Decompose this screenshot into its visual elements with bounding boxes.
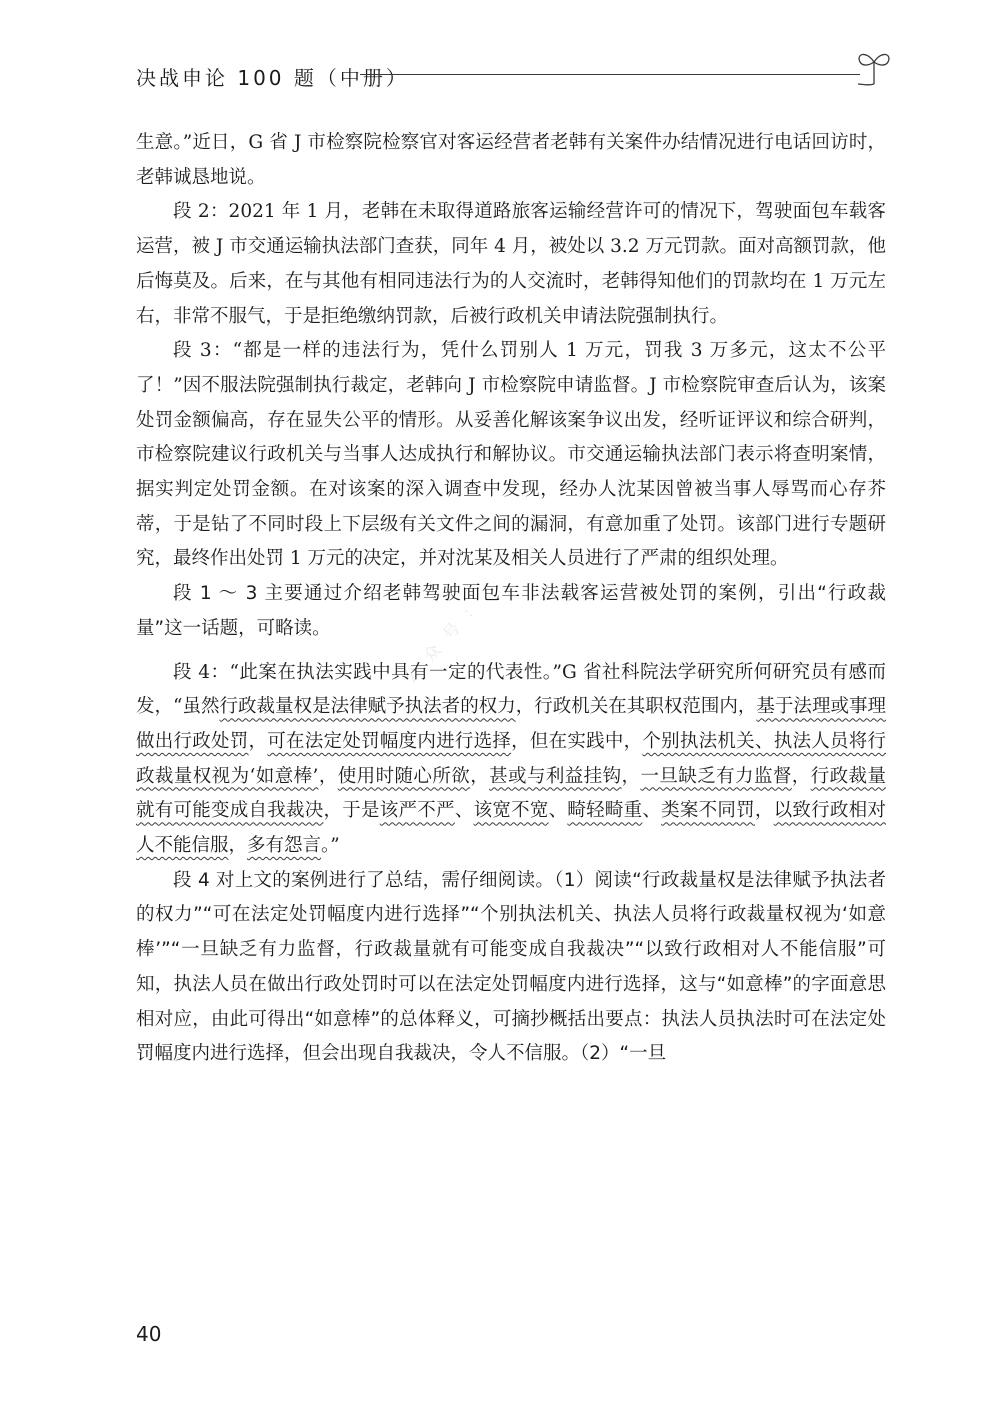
p4-text: 段 4：“此案在执法实践中具有一定的代表性。”G 省社科院法学研究所何研究员有感而发，“虽然 [136, 661, 886, 718]
p4-underlined: 多有怨言 [247, 835, 322, 857]
book-title: 决战申论 100 题（中册） [136, 66, 409, 90]
p4-text: ， [248, 730, 268, 752]
p4-text: ， [621, 765, 641, 787]
p4-underlined: 行政裁量权是法律赋予执法者的权力 [219, 696, 516, 718]
p4-underlined: 一旦缺乏有力监督 [640, 765, 792, 787]
p4-underlined: 以致行政相对人不能信服 [136, 800, 886, 857]
header-rule [360, 74, 860, 75]
analysis-note-2: 段 4 对上文的案例进行了总结，需仔细阅读。（1）阅读“行政裁量权是法律赋予执法者的权力”“可在法定处罚幅度内进行选择”“个别执法机关、执法人员将行政裁量权视为‘如意棒’”“一旦缺乏有力监督，行政裁量就有可能变成自我裁决”“以致行政相对人不能信服”可知，执法人员在做出行政处罚时可以在法定处罚幅度内进行选择，这与“如意棒”的字面意思相对应，由此可得出“如意棒”的总体释义，可摘抄概括出要点：执法人员执法时可在法定处罚幅度内进行选择，但会出现自我裁决，令人不信服。（2）“一旦 [136, 869, 886, 1065]
p4-underlined: 畸轻畸重 [567, 800, 643, 822]
running-header [136, 54, 896, 96]
p4-text: 、 [548, 800, 568, 822]
p4-text: ，行政机关在其职权范围内， [515, 696, 757, 718]
p4-underlined: 类案不同罚 [661, 800, 755, 822]
p4-underlined: 该严不严 [379, 800, 455, 822]
paragraph-2: 段 2：2021 年 1 月，老韩在未取得道路旅客运输经营许可的情况下，驾驶面包车载客运营，被 J 市交通运输执法部门查获，同年 4 月，被处以 3.2 万元罚款。面对高额罚款，他后悔莫及。后来，在与其他有相同违法行为的人交流时，老韩得知他们的罚款均在 1 万元左右，非常不服气，于是拒绝缴纳罚款，后被行政机关申请法院强制执行。 [136, 201, 886, 327]
p4-underlined: 行政裁量就有可能变成自我裁决 [136, 765, 886, 822]
p4-text: 。” [321, 835, 340, 857]
sprout-icon [852, 44, 896, 88]
paragraph-1-continued: 生意。”近日，G 省 J 市检察院检察官对客运经营者老韩有关案件办结情况进行电话回访时，老韩诚恳地说。 [136, 132, 886, 188]
p4-text: ， [228, 835, 248, 857]
page-body [136, 126, 886, 1081]
watermark: 公 众 号 ： [400, 594, 487, 687]
p4-text: ， [791, 765, 811, 787]
p4-text: 、 [454, 800, 474, 822]
analysis-note-1: 段 1 ～ 3 主要通过介绍老韩驾驶面包车非法载客运营被处罚的案例，引出“行政裁量”这一话题，可略读。 [136, 583, 886, 639]
p4-text: ，于是 [323, 800, 380, 822]
p4-text: ， [470, 765, 490, 787]
paragraph-3: 段 3：“都是一样的违法行为，凭什么罚别人 1 万元，罚我 3 万多元，这太不公平了！”因不服法院强制执行裁定，老韩向 J 市检察院申请监督。J 市检察院审查后认为，该案处罚金额偏高，存在显失公平的情形。从妥善化解该案争议出发，经听证评议和综合研判，市检察院建议行政机关与当事人达成执行和解协议。市交通运输执法部门表示将查明案情，据实判定处罚金额。在对该案的深入调查中发现，经办人沈某因曾被当事人辱骂而心存芥蒂，于是钻了不同时段上下层级有关文件之间的漏洞，有意加重了处罚。该部门进行专题研究，最终作出处罚 1 万元的决定，并对沈某及相关人员进行了严肃的组织处理。 [136, 340, 886, 570]
p4-text: ， [754, 800, 774, 822]
p4-underlined: 该宽不宽 [473, 800, 549, 822]
p4-underlined: 个别执法机关、执法人员将行政裁量权视为‘如意棒’ [136, 730, 886, 787]
p4-text: ，但在实践中， [511, 730, 643, 752]
p4-text: ， [318, 765, 338, 787]
paragraph-4 [136, 656, 886, 864]
page-number: 40 [136, 1322, 162, 1346]
p4-underlined: 基于法理或事理做出行政处罚 [136, 696, 886, 752]
p4-text: 、 [642, 800, 662, 822]
p4-underlined: 使用时随心所欲 [337, 765, 471, 787]
p4-underlined: 可在法定处罚幅度内进行选择 [267, 730, 512, 752]
p4-underlined: 甚或与利益挂钩 [489, 765, 622, 787]
